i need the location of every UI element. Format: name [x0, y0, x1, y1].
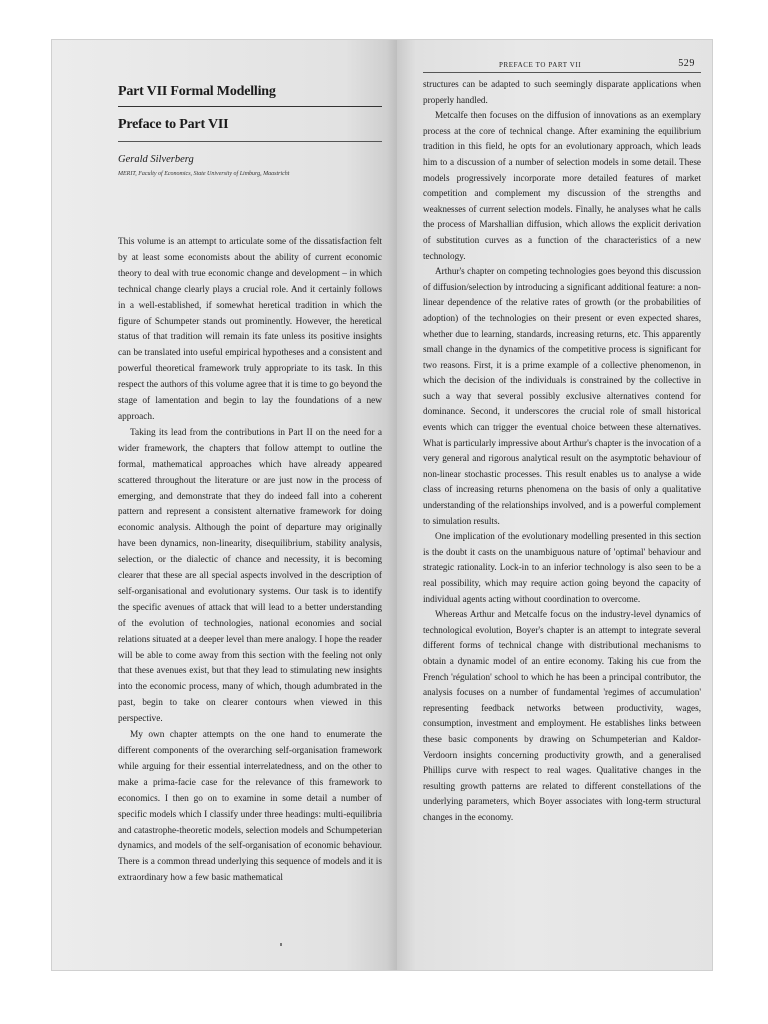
paragraph: This volume is an attempt to articulate some of the dissatisfaction felt by at least some economists about the ability of current economic theory to deal with true economic change and development – in which technical change clearly plays a crucial role. And it certainly follows in a well-established, if somewhat heretical tradition in which the figure of Schumpeter stands out prominently. However, the heretical status of that tradition will remain its fate unless its positive insights can be translated into useful empirical hypotheses and a consistent and powerful theoretical framework truly appropriate to its task. In this respect the authors of this volume agree that it is time to go beyond the stage of lamentation and begin to lay the foundations of a new approach.: [118, 237, 382, 422]
author-affiliation: MERIT, Faculty of Economics, State University of Limburg, Maastricht: [118, 171, 290, 177]
right-body-text: [423, 77, 701, 826]
paragraph: Taking its lead from the contributions in Part II on the need for a wider framework, the chapters that follow attempt to outline the formal, mathematical approaches which have already appeared scattered throughout the literature or are just now in the process of emerging, and demonstrate that they do indeed fall into a coherent pattern and represent a consistent alternative framework for doing economic analysis. Although the point of departure may originally have been dynamics, non-linearity, disequilibrium, stability analysis, selection, or the dialectic of chance and necessity, it is becoming clearer that these are all special aspects involved in the description of self-organisational and evolutionary systems. Our task is to identify the specific avenues of attack that will lead to a better understanding of the evolution of technologies, national economies and social relations situated at a deeper level than mere analogy. I hope the reader will be able to come away from this section with the feeling not only that these avenues exist, but that they lead to stimulating new insights into the economic process, many of which, though adumbrated in the past, begin to take on clearer contours when viewed in this perspective.: [118, 427, 382, 725]
paragraph: Arthur's chapter on competing technologies goes beyond this discussion of diffusion/selection by introducing a significant additional feature: a non-linear dependence of the relative rates of growth (or the probabilities of adoption) of the technologies on their present or even expected shares, whether due to learning, standards, increasing returns, etc. This apparently small change in the dynamics of the competitive process is significant for two reasons. First, it is a prime example of a collective phenomenon, in which the decision of the individuals is constrained by the collective in such a way that several possibly exclusive alternatives contend for dominance. Second, it underscores the crucial role of small historical events which can trigger the eventual choice between these alternatives. What is particularly impressive about Arthur's chapter is the invocation of a very general and rigorous analytical result on the asymptotic behaviour of non-linear stochastic processes. This result enables us to analyse a wide class of increasing returns phenomena on the basis of only a qualitative understanding of the relationships involved, and is a powerful complement to simulation results.: [423, 266, 701, 526]
left-body-text: [118, 235, 382, 887]
paragraph: My own chapter attempts on the one hand to enumerate the different components of the overarching self-organisation framework while arguing for their essential interrelatedness, and on the other to make a prima-facie case for the relevance of this framework to economics. I then go on to examine in some detail a number of specific models which I classify under three headings: multi-equilibria and catastrophe-theoretic models, selection models and Schumpeterian dynamics, and models of the self-organisation of economic behaviour. There is a common thread underlying this sequence of models and it is extraordinary how a few basic mathematical: [118, 730, 382, 884]
preface-title: Preface to Part VII: [118, 117, 382, 142]
author-name: Gerald Silverberg: [118, 154, 194, 165]
paragraph: Metcalfe then focuses on the diffusion of innovations as an exemplary process at the core of technical change. After examining the equilibrium tradition in this field, he opts for an evolutionary approach, which leads him to a discussion of a number of selection models in some detail. These models progressively incorporate more detailed features of market competition and complement my discussion of the strengths and weaknesses of current selection models. Finally, he analyses what he calls the process of Marshallian diffusion, which allows the explicit derivation of substitution curves as a function of the characteristics of a new technology.: [423, 110, 701, 261]
page-mark: [280, 943, 282, 946]
book-spread: [52, 40, 712, 970]
paragraph: One implication of the evolutionary modelling presented in this section is the doubt it casts on the unambiguous nature of 'optimal' behaviour and strategic rationality. Lock-in to an inferior technology is also seen to be a real possibility, which may require action going beyond the capacity of individual agents acting without coordination to overcome.: [423, 531, 701, 604]
running-head-title: PREFACE TO PART VII: [499, 61, 582, 69]
paragraph: Whereas Arthur and Metcalfe focus on the industry-level dynamics of technological evolution, Boyer's chapter is an attempt to integrate several different forms of technical change with distributional mechanisms to obtain a dynamic model of an entire economy. Taking his cue from the French 'régulation' school to which he has been a principal contributor, the analysis focuses on a number of fundamental 'regimes of accumulation' representing feedback networks between productivity, wages, consumption, investment and employment. He establishes links between these basic components by drawing on Schumpeterian and Kaldor-Verdoorn insights concerning productivity growth, and a generalised Phillips curve with respect to real wages. Qualitative changes in the resulting growth patterns are related to different constellations of the underlying parameters, which Boyer associates with long-term structural changes in the economy.: [423, 609, 701, 822]
left-page: [52, 40, 397, 970]
right-page-content: [423, 58, 701, 826]
paragraph: structures can be adapted to such seemingly disparate applications when properly handled.: [423, 79, 701, 105]
page-number: 529: [678, 58, 695, 69]
left-page-content: [118, 84, 382, 887]
right-page: [397, 40, 712, 970]
part-title: Part VII Formal Modelling: [118, 84, 382, 107]
running-head: [423, 58, 701, 73]
